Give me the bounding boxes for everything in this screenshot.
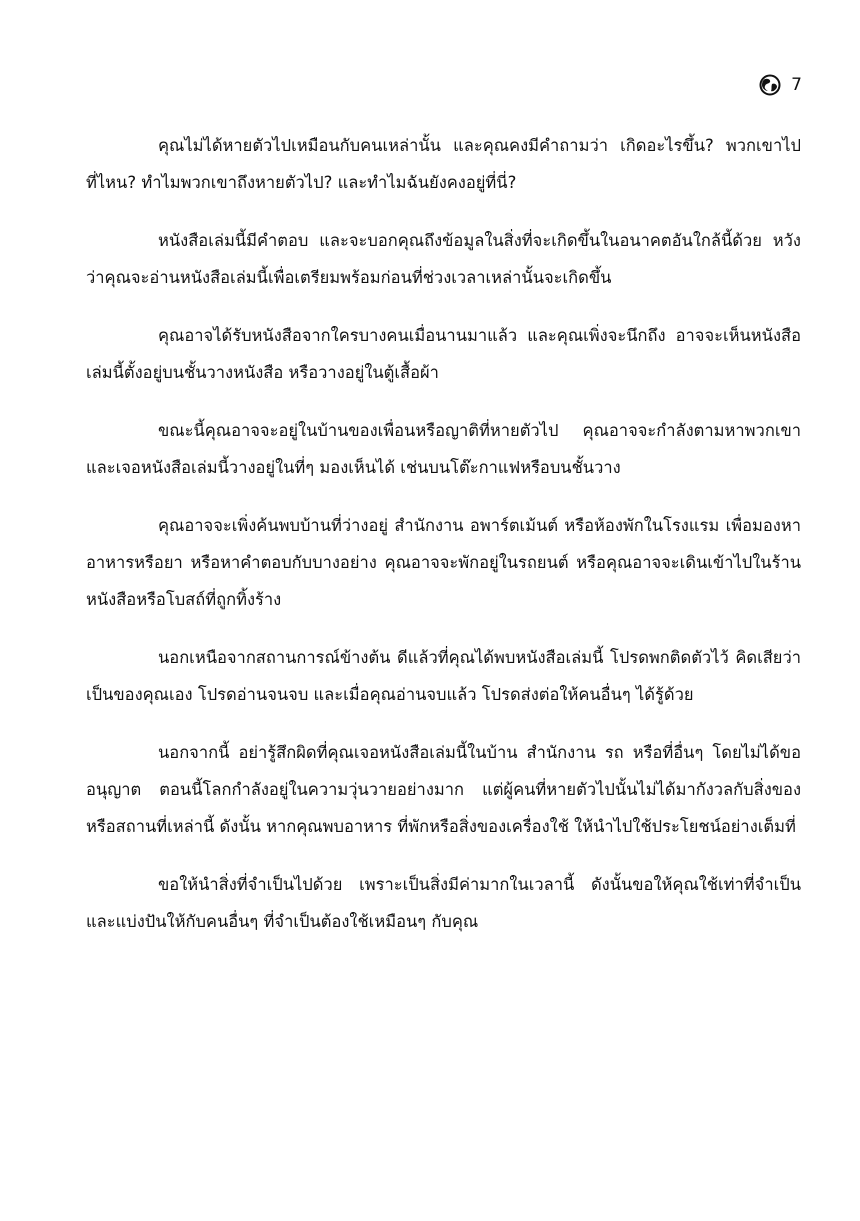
paragraph: คุณไม่ได้หายตัวไปเหมือนกับคนเหล่านั้น และคุณคงมีคำถามว่า เกิดอะไรขึ้น? พวกเขาไปที่ไหน? ทำไมพวกเขาถึงหายตัวไป? และทำไมฉันยังคงอยู่ที่นี่?: [86, 136, 801, 192]
paragraph: ขอให้นำสิ่งที่จำเป็นไปด้วย เพราะเป็นสิ่งมีค่ามากในเวลานี้ ดังนั้นขอให้คุณใช้เท่าที่จำเป็นและแบ่งปันให้กับคนอื่นๆ ที่จำเป็นต้องใช้เหมือนๆ กับคุณ: [86, 875, 801, 931]
paragraph: คุณอาจได้รับหนังสือจากใครบางคนเมื่อนานมาแล้ว และคุณเพิ่งจะนึกถึง อาจจะเห็นหนังสือเล่มนี้ตั้งอยู่บนชั้นวางหนังสือ หรือวางอยู่ในตู้เสื้อผ้า: [86, 326, 801, 382]
paragraph: นอกเหนือจากสถานการณ์ข้างต้น ดีแล้วที่คุณได้พบหนังสือเล่มนี้ โปรดพกติดตัวไว้ คิดเสียว่าเป็นของคุณเอง โปรดอ่านจนจบ และเมื่อคุณอ่านจบแล้ว โปรดส่งต่อให้คนอื่นๆ ได้รู้ด้วย: [86, 648, 801, 704]
page-header: [759, 74, 802, 96]
paragraph: คุณอาจจะเพิ่งค้นพบบ้านที่ว่างอยู่ สำนักงาน อพาร์ตเม้นต์ หรือห้องพักในโรงแรม เพื่อมองหาอาหารหรือยา หรือหาคำตอบกับบางอย่าง คุณอาจจะพักอยู่ในรถยนต์ หรือคุณอาจจะเดินเข้าไปในร้านหนังสือหรือโบสถ์ที่ถูกทิ้งร้าง: [86, 516, 801, 609]
paragraph: นอกจากนี้ อย่ารู้สึกผิดที่คุณเจอหนังสือเล่มนี้ในบ้าน สำนักงาน รถ หรือที่อื่นๆ โดยไม่ได้ขออนุญาต ตอนนี้โลกกำลังอยู่ในความวุ่นวายอย่างมาก แต่ผู้คนที่หายตัวไปนั้นไม่ได้มากังวลกับสิ่งของหรือสถานที่เหล่านี้ ดังนั้น หากคุณพบอาหาร ที่พักหรือสิ่งของเครื่องใช้ ให้นำไปใช้ประโยชน์อย่างเต็มที่: [86, 743, 801, 836]
globe-icon: [759, 74, 781, 96]
paragraph: หนังสือเล่มนี้มีคำตอบ และจะบอกคุณถึงข้อมูลในสิ่งที่จะเกิดขึ้นในอนาคตอันใกล้นี้ด้วย หวังว่าคุณจะอ่านหนังสือเล่มนี้เพื่อเตรียมพร้อมก่อนที่ช่วงเวลาเหล่านั้นจะเกิดขึ้น: [86, 231, 801, 287]
page-body: [86, 127, 801, 961]
paragraph: ขณะนี้คุณอาจจะอยู่ในบ้านของเพื่อนหรือญาติที่หายตัวไป คุณอาจจะกำลังตามหาพวกเขาและเจอหนังสือเล่มนี้วางอยู่ในที่ๆ มองเห็นได้ เช่นบนโต๊ะกาแฟหรือบนชั้นวาง: [86, 421, 801, 477]
page-number: 7: [791, 75, 802, 95]
